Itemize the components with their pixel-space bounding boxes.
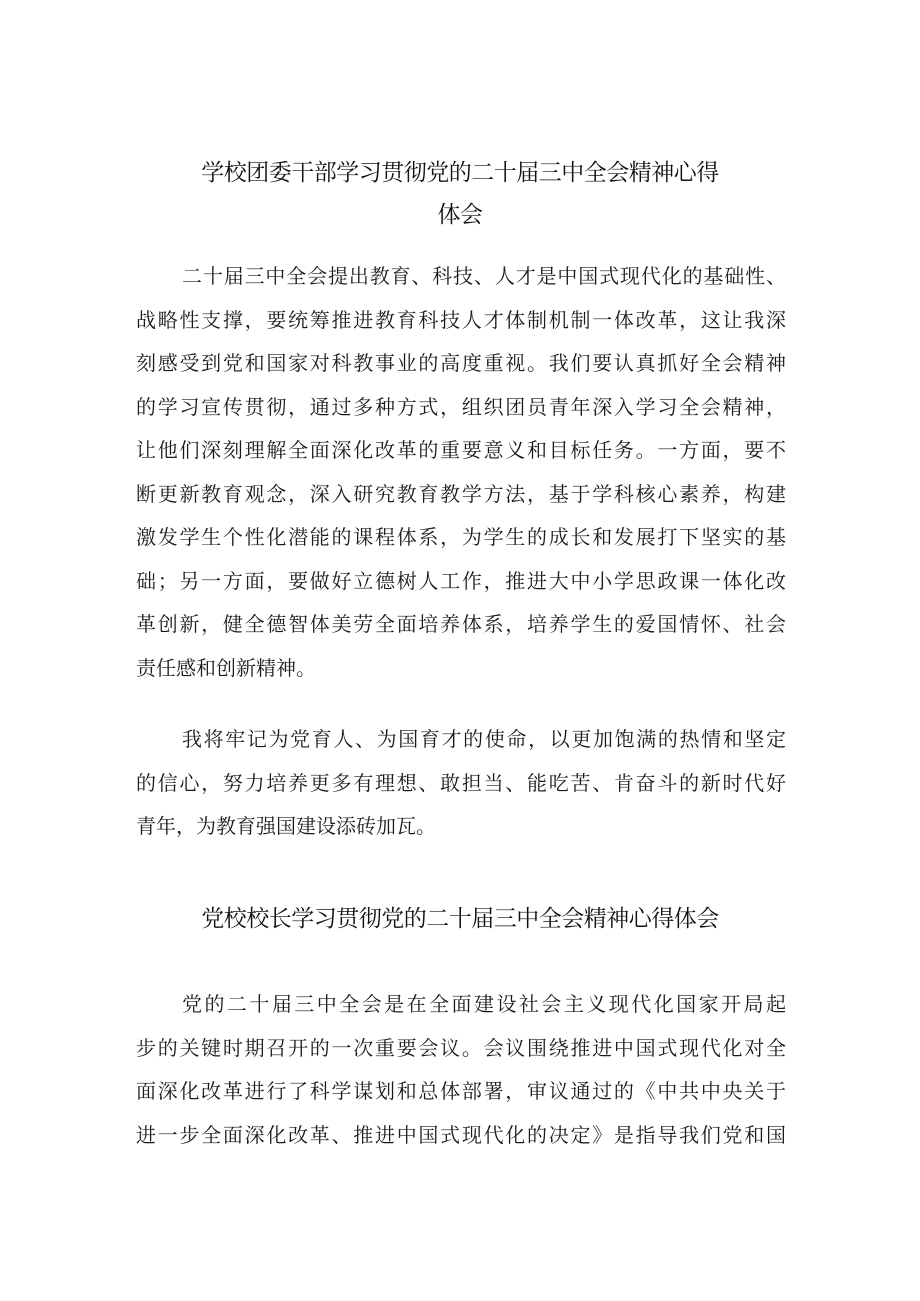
text-line: 党的二十届三中全会是在全面建设社会主义现代化国家开局起 [182,992,786,1016]
text-line: 础；另一方面，要做好立德树人工作，推进大中小学思政课一体化改 [136,568,786,593]
text-line: 革创新，健全德智体美劳全面培养体系，培养学生的爱国情怀、社会 [136,612,786,636]
title-line: 学校团委干部学习贯彻党的二十届三中全会精神心得 [201,160,719,186]
article-title [120,152,800,236]
text-line: 的学习宣传贯彻，通过多种方式，组织团员青年深入学习全会精神， [136,394,786,419]
text-line: 进一步全面深化改革、推进中国式现代化的决定》是指导我们党和国 [136,1122,786,1147]
article-title [120,898,800,940]
text-line: 面深化改革进行了科学谋划和总体部署，审议通过的《中共中央关于 [136,1079,786,1103]
text-line: 的信心，努力培养更多有理想、敢担当、能吃苦、肯奋斗的新时代好 [136,770,786,795]
title-line: 党校校长学习贯彻党的二十届三中全会精神心得体会 [201,906,719,932]
text-line: 责任感和创新精神。 [136,655,316,680]
text-line: 激发学生个性化潜能的课程体系，为学生的成长和发展打下坚实的基 [136,525,786,549]
article-paragraph [136,255,786,690]
text-line: 我将牢记为党育人、为国育才的使命，以更加饱满的热情和坚定 [182,727,786,751]
text-line: 断更新教育观念，深入研究教育教学方法，基于学科核心素养，构建 [136,481,786,506]
text-line: 战略性支撑，要统筹推进教育科技人才体制机制一体改革，这让我深 [136,307,786,332]
text-line: 刻感受到党和国家对科教事业的高度重视。我们要认真抓好全会精神 [136,351,786,375]
article-paragraph [136,983,786,1157]
text-line: 步的关键时期召开的一次重要会议。会议围绕推进中国式现代化对全 [136,1035,786,1060]
text-line: 二十届三中全会提出教育、科技、人才是中国式现代化的基础性、 [182,264,786,288]
text-line: 让他们深刻理解全面深化改革的重要意义和目标任务。一方面，要不 [136,438,786,462]
text-line: 青年，为教育强国建设添砖加瓦。 [136,814,436,838]
title-line: 体会 [437,202,483,228]
article-paragraph [136,718,786,849]
